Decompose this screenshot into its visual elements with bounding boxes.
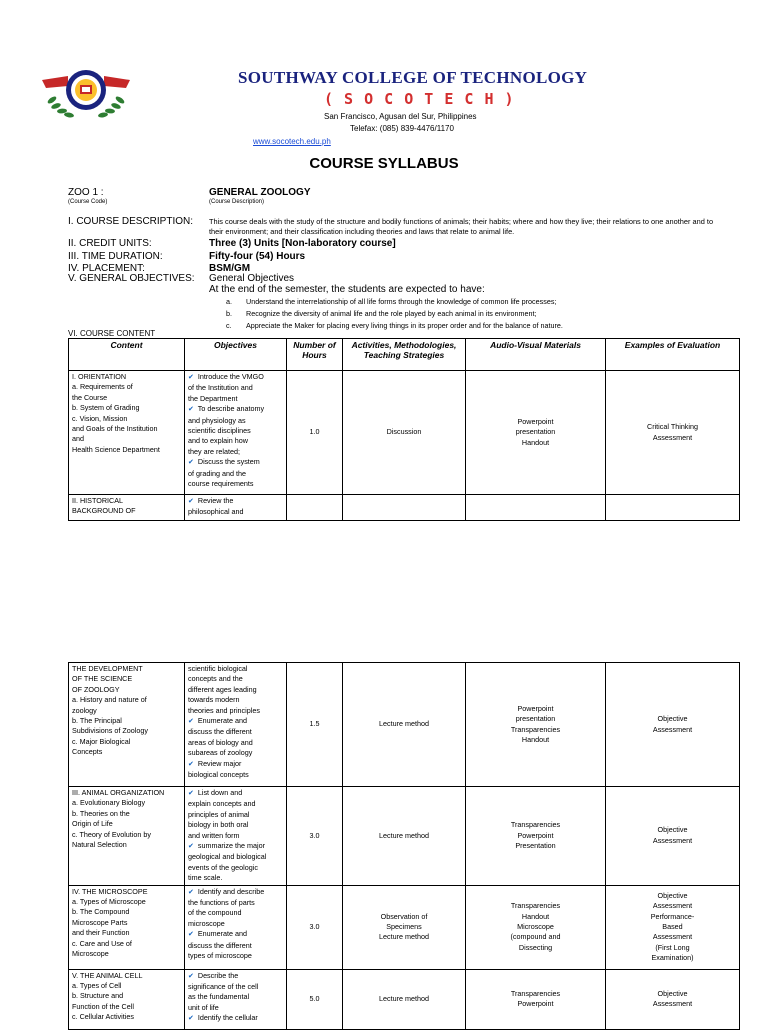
cell-line: scientific disciplines	[188, 426, 251, 436]
course-name-caption: (Course Description)	[209, 199, 265, 205]
cell-evaluation	[606, 969, 740, 1029]
cell-line: presentation	[515, 427, 556, 437]
cell-objectives	[185, 885, 287, 969]
cell-line: Assessment	[652, 999, 693, 1009]
cell-line: zoology	[72, 705, 97, 715]
cell-line: OF THE SCIENCE	[72, 674, 133, 684]
cell-line: Discussion	[386, 427, 422, 437]
cell-materials	[466, 371, 606, 495]
cell-line: the Course	[72, 392, 108, 402]
cell-line: Concepts	[72, 747, 103, 757]
cell-hours	[287, 371, 343, 495]
header-activities: Activities, Methodologies, Teaching Strategies	[343, 339, 466, 371]
cell-activities	[343, 969, 466, 1029]
cell-line: (First Long	[655, 942, 690, 952]
cell-hours	[287, 969, 343, 1029]
cell-line: of the Institution and	[188, 383, 253, 393]
cell-line: different ages leading	[188, 684, 257, 694]
cell-line: ✔ summarize the major	[188, 841, 265, 851]
course-code: ZOO 1 :	[68, 187, 104, 198]
cell-line: a. Requirements of	[72, 382, 133, 392]
cell-line: 1.0	[309, 427, 320, 437]
cell-line: Powerpoint	[517, 999, 554, 1009]
check-icon: ✔	[188, 760, 194, 768]
school-logo	[38, 62, 134, 120]
cell-line: a. Types of Microscope	[72, 897, 146, 907]
cell-line: explain concepts and	[188, 799, 256, 809]
cell-line: ✔ Identify the cellular	[188, 1013, 258, 1023]
table-row	[69, 663, 740, 787]
cell-line: towards modern	[188, 695, 240, 705]
cell-line: biology in both oral	[188, 820, 249, 830]
cell-line: the functions of parts	[188, 898, 255, 908]
course-content-table-page2	[68, 662, 740, 1030]
cell-line: significance of the cell	[188, 982, 259, 992]
cell-line: biological concepts	[188, 770, 249, 780]
cell-line: as the fundamental	[188, 992, 250, 1002]
cell-line: 1.5	[309, 719, 320, 729]
cell-line: course requirements	[188, 479, 254, 489]
cell-line: and their Function	[72, 928, 130, 938]
cell-line: Function of the Cell	[72, 1001, 134, 1011]
cell-line: time scale.	[188, 873, 223, 883]
check-icon: ✔	[188, 843, 194, 851]
table-row	[69, 787, 740, 886]
cell-line: b. Structure and	[72, 991, 124, 1001]
course-description-text: This course deals with the study of the structure and bodily functions of animals; their habits; where and how they live; their relations to one another and to their environment; and their classification including theories and laws that relate to animal life.	[209, 217, 714, 236]
cell-line: I. ORIENTATION	[72, 372, 127, 381]
cell-line: Handout	[521, 734, 550, 744]
cell-activities	[343, 787, 466, 886]
cell-line: b. System of Grading	[72, 403, 140, 413]
cell-line: Transparencies	[510, 901, 561, 911]
objective-item: b. Recognize the diversity of animal life and the role played by each animal in its environment;	[226, 309, 537, 318]
cell-line: and	[72, 434, 84, 444]
check-icon: ✔	[188, 888, 194, 896]
cell-line: and Goals of the Institution	[72, 424, 158, 434]
general-objectives-value: General Objectives	[209, 273, 295, 284]
cell-line: microscope	[188, 918, 225, 928]
cell-line: ✔ Discuss the system	[188, 457, 260, 467]
cell-line: Powerpoint	[517, 703, 554, 713]
cell-content	[69, 885, 185, 969]
cell-materials	[466, 495, 606, 521]
cell-line: Transparencies	[510, 820, 561, 830]
cell-objectives	[185, 663, 287, 787]
cell-line: IV. THE MICROSCOPE	[72, 886, 148, 896]
cell-line: Objective	[657, 714, 688, 724]
check-icon: ✔	[188, 406, 194, 414]
cell-line: Origin of Life	[72, 819, 113, 829]
cell-line: unit of life	[188, 1002, 219, 1012]
cell-objectives	[185, 495, 287, 521]
cell-line: the Department	[188, 393, 238, 403]
cell-line: Microscope Parts	[72, 917, 128, 927]
cell-content	[69, 663, 185, 787]
course-description-label: I. COURSE DESCRIPTION:	[68, 216, 194, 227]
cell-line: b. Theories on the	[72, 808, 130, 818]
cell-line: types of microscope	[188, 951, 252, 961]
document-title: COURSE SYLLABUS	[309, 155, 459, 172]
cell-line: presentation	[515, 714, 556, 724]
cell-line: Objective	[657, 825, 688, 835]
cell-line: Performance-	[650, 911, 695, 921]
cell-line: ✔ Review major	[188, 758, 242, 768]
check-icon: ✔	[188, 931, 194, 939]
cell-line: Specimens	[386, 921, 422, 931]
cell-line: c. Care and Use of	[72, 938, 132, 948]
time-duration-value: Fifty-four (54) Hours	[209, 251, 306, 262]
cell-line: ✔ To describe anatomy	[188, 404, 265, 414]
cell-activities	[343, 885, 466, 969]
school-name: SOUTHWAY COLLEGE OF TECHNOLOGY	[238, 68, 588, 87]
cell-line: (compound and	[510, 932, 561, 942]
cell-line: a. Types of Cell	[72, 981, 122, 991]
cell-line: b. The Compound	[72, 907, 130, 917]
table-row	[69, 495, 740, 521]
header-objectives: Objectives	[185, 339, 287, 371]
cell-line: V. THE ANIMAL CELL	[72, 970, 143, 980]
table-row	[69, 969, 740, 1029]
cell-line: Assessment	[652, 432, 693, 442]
objective-item: c. Appreciate the Maker for placing every living things in its proper order and for the balance of nature.	[226, 321, 563, 330]
course-content-label: VI. COURSE CONTENT	[68, 329, 156, 338]
school-abbreviation: ( S O C O T E C H )	[324, 90, 515, 108]
check-icon: ✔	[188, 374, 194, 381]
cell-objectives	[185, 969, 287, 1029]
cell-line: Presentation	[515, 841, 556, 851]
cell-line: events of the geologic	[188, 862, 258, 872]
cell-line: ✔ Describe the	[188, 970, 239, 980]
cell-line: Assessment	[652, 932, 693, 942]
cell-line: and to explain how	[188, 436, 248, 446]
cell-line: subareas of zoology	[188, 748, 253, 758]
cell-line: 3.0	[309, 921, 320, 931]
header-materials: Audio-Visual Materials	[466, 339, 606, 371]
cell-line: c. Major Biological	[72, 736, 131, 746]
cell-line: Microscope	[517, 921, 554, 931]
cell-line: Health Science Department	[72, 444, 160, 454]
cell-content	[69, 371, 185, 495]
check-icon: ✔	[188, 718, 194, 726]
objective-item: a. Understand the interrelationship of all life forms through the knowledge of common life processes;	[226, 297, 557, 306]
cell-line: Assessment	[652, 835, 693, 845]
cell-line: THE DEVELOPMENT	[72, 664, 143, 673]
cell-line: geological and biological	[188, 852, 267, 862]
cell-line: Examination)	[651, 953, 694, 963]
school-website-link[interactable]: www.socotech.edu.ph	[253, 137, 331, 146]
cell-evaluation	[606, 495, 740, 521]
cell-line: Assessment	[652, 901, 693, 911]
cell-line: philosophical and	[188, 507, 244, 517]
objectives-list	[226, 296, 746, 332]
cell-line: OF ZOOLOGY	[72, 684, 120, 694]
cell-line: scientific biological	[188, 664, 248, 673]
cell-line: Lecture method	[379, 993, 429, 1003]
cell-line: ✔ List down and	[188, 788, 243, 797]
cell-line: Assessment	[652, 724, 693, 734]
cell-line: Transparencies	[510, 988, 561, 998]
cell-line: 3.0	[309, 830, 320, 840]
cell-evaluation	[606, 787, 740, 886]
cell-line: and physiology as	[188, 415, 246, 425]
cell-line: Handout	[521, 911, 550, 921]
cell-objectives	[185, 787, 287, 886]
cell-line: and written form	[188, 830, 240, 840]
header-content: Content	[69, 339, 185, 371]
placement-value: BSM/GM	[209, 263, 251, 274]
cell-line: of the compound	[188, 908, 242, 918]
cell-line: theories and principles	[188, 705, 260, 715]
cell-hours	[287, 663, 343, 787]
cell-line: of grading and the	[188, 468, 246, 478]
cell-content	[69, 969, 185, 1029]
cell-line: Natural Selection	[72, 840, 127, 850]
cell-line: ✔ Review the	[188, 496, 234, 505]
cell-objectives	[185, 371, 287, 495]
cell-content	[69, 787, 185, 886]
cell-line: c. Theory of Evolution by	[72, 829, 151, 839]
cell-materials	[466, 787, 606, 886]
table-row	[69, 371, 740, 495]
cell-line: principles of animal	[188, 809, 250, 819]
cell-line: concepts and the	[188, 674, 243, 684]
cell-line: a. History and nature of	[72, 695, 147, 705]
cell-line: III. ANIMAL ORGANIZATION	[72, 788, 165, 797]
cell-activities	[343, 495, 466, 521]
cell-line: Powerpoint	[517, 416, 554, 426]
cell-line: Objective	[657, 988, 688, 998]
cell-hours	[287, 495, 343, 521]
header-hours: Number of Hours	[287, 339, 343, 371]
credit-units-value: Three (3) Units [Non-laboratory course]	[209, 238, 396, 249]
objectives-intro: At the end of the semester, the students are expected to have:	[209, 284, 485, 295]
check-icon: ✔	[188, 459, 194, 467]
cell-line: Objective	[657, 890, 688, 900]
check-icon: ✔	[188, 498, 194, 505]
cell-line: areas of biology and	[188, 737, 253, 747]
school-telefax: Telefax: (085) 839-4476/1170	[350, 124, 454, 133]
cell-evaluation	[606, 663, 740, 787]
cell-line: c. Cellular Activities	[72, 1012, 134, 1022]
cell-line: Transparencies	[510, 724, 561, 734]
cell-line: BACKGROUND OF	[72, 506, 136, 516]
course-code-caption: (Course Code)	[68, 199, 108, 205]
cell-evaluation	[606, 885, 740, 969]
course-content-table-page1	[68, 338, 740, 521]
general-objectives-label: V. GENERAL OBJECTIVES:	[68, 273, 195, 284]
cell-materials	[466, 969, 606, 1029]
cell-activities	[343, 663, 466, 787]
placement-label: IV. PLACEMENT:	[68, 263, 145, 274]
header-evaluation: Examples of Evaluation	[606, 339, 740, 371]
cell-line: Lecture method	[379, 719, 429, 729]
cell-line: Observation of	[380, 911, 428, 921]
cell-line: ✔ Identify and describe	[188, 886, 265, 896]
cell-content	[69, 495, 185, 521]
check-icon: ✔	[188, 972, 194, 980]
school-address: San Francisco, Agusan del Sur, Philippines	[324, 112, 477, 121]
cell-evaluation	[606, 371, 740, 495]
cell-line: b. The Principal	[72, 716, 122, 726]
cell-hours	[287, 885, 343, 969]
cell-line: they are related;	[188, 446, 240, 456]
cell-materials	[466, 885, 606, 969]
cell-line: Lecture method	[379, 932, 429, 942]
cell-line: Critical Thinking	[647, 422, 698, 432]
cell-line: discuss the different	[188, 727, 252, 737]
check-icon: ✔	[188, 790, 194, 797]
cell-line: Microscope	[72, 949, 109, 959]
time-duration-label: III. TIME DURATION:	[68, 251, 163, 262]
cell-hours	[287, 787, 343, 886]
cell-line: Handout	[521, 437, 550, 447]
cell-line: 5.0	[309, 993, 320, 1003]
cell-line: a. Evolutionary Biology	[72, 798, 146, 808]
cell-line: ✔ Introduce the VMGO	[188, 372, 264, 381]
cell-line: Powerpoint	[517, 830, 554, 840]
check-icon: ✔	[188, 1015, 194, 1023]
cell-activities	[343, 371, 466, 495]
cell-line: Based	[662, 921, 683, 931]
cell-line: Dissecting	[518, 942, 553, 952]
course-name: GENERAL ZOOLOGY	[209, 187, 311, 198]
cell-line: Subdivisions of Zoology	[72, 726, 148, 736]
cell-materials	[466, 663, 606, 787]
table-row	[69, 885, 740, 969]
cell-line: c. Vision, Mission	[72, 413, 128, 423]
cell-line: II. HISTORICAL	[72, 496, 123, 505]
cell-line: discuss the different	[188, 940, 252, 950]
cell-line: Lecture method	[379, 830, 429, 840]
cell-line: ✔ Enumerate and	[188, 716, 248, 726]
credit-units-label: II. CREDIT UNITS:	[68, 238, 152, 249]
cell-line: ✔ Enumerate and	[188, 929, 248, 939]
